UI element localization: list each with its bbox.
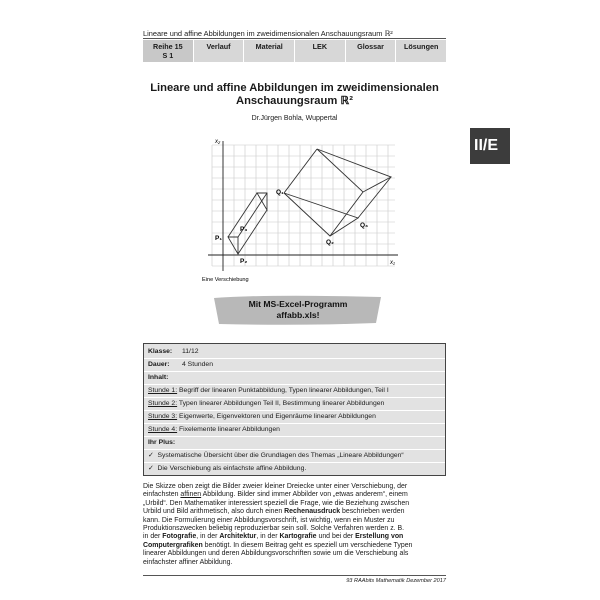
dauer-key: Dauer: (148, 361, 170, 368)
y-axis-label: x₂ (215, 139, 221, 145)
info-separator (144, 358, 445, 359)
nav-label: Verlauf (206, 42, 231, 51)
body-line: Die Skizze oben zeigt die Bilder zweier kleiner Dreiecke unter einer Verschiebung, der (143, 483, 408, 490)
banner-line-2: affabb.xls! (276, 310, 320, 320)
term-fotografie: Fotografie (162, 533, 197, 541)
banner-line-1: Mit MS-Excel-Programm (248, 299, 348, 309)
figure-caption: Eine Verschiebung (202, 277, 249, 283)
info-separator (144, 462, 445, 463)
term-affinen: affinen (180, 491, 202, 499)
nav-label: Reihe 15 (153, 42, 183, 51)
footer-rule (143, 575, 446, 576)
nav-label: Glossar (357, 42, 384, 51)
nav-verlauf[interactable] (194, 40, 245, 62)
nav-sub: S 1 (162, 51, 174, 60)
label-p2: P₂ (240, 258, 248, 265)
body-line: linearer Abbildungen und deren Abbildungsvorschriften sowie um die Verschiebung als (143, 550, 409, 558)
stunde-key: Stunde 3: (148, 413, 178, 420)
info-box (143, 343, 446, 476)
plus-key: Ihr Plus: (148, 439, 176, 446)
stunde-text: Typen linearer Abbildungen Teil II, Bestimmung linearer Abbildungen (178, 400, 385, 407)
figure-triangles (228, 149, 391, 254)
info-separator (144, 436, 445, 437)
info-klasse (148, 348, 199, 356)
stunde-text: Fixelemente linearer Abbildungen (179, 426, 280, 433)
footer: 93 RAAbits Mathematik Dezember 2017 (346, 578, 446, 584)
stunde-key: Stunde 4: (148, 426, 178, 433)
info-separator (144, 384, 445, 385)
excel-banner (210, 294, 385, 326)
label-q3: Q₃ (360, 222, 369, 229)
nav-bar (143, 40, 446, 62)
info-stunde-4 (148, 426, 280, 434)
plus-text: Die Verschiebung als einfachste affine Abbildung. (157, 465, 307, 472)
stunde-text: Eigenwerte, Eigenvektoren und Eigenräume linearer Abbildungen (179, 413, 376, 420)
plus-text: Systematische Übersicht über die Grundlagen des Themas „Lineare Abbildungen“ (157, 452, 404, 459)
side-tab: II/E (470, 128, 510, 164)
title-line-1: Lineare und affine Abbildungen im zweidimensionalen (150, 82, 439, 94)
body-line: Produktionszwecken beliebig reproduzierbar sein soll. Solche Verfahren werden z. B. (143, 525, 405, 533)
nav-loesungen[interactable] (396, 40, 446, 62)
nav-lek[interactable] (295, 40, 346, 62)
body-line: einfachsten affinen Abbildung. Bilder sind immer Abbilder von „etwas anderem“, einem (143, 491, 408, 499)
verschiebung-figure (200, 133, 405, 285)
body-line: Computergrafiken benötigt. In diesem Beitrag geht es speziell um verschiedene Typen (143, 541, 413, 549)
title-line-2: Anschauungsraum ℝ² (235, 95, 354, 107)
term-kartografie: Kartografie (279, 533, 317, 541)
info-separator (144, 397, 445, 398)
check-icon: ✓ (148, 465, 154, 472)
stunde-key: Stunde 2: (148, 400, 178, 407)
term-computergrafiken: Computergrafiken (143, 541, 203, 549)
nav-label: Lösungen (404, 42, 439, 51)
info-inhalt (148, 374, 182, 382)
body-line: einfachster affiner Abbildung. (143, 558, 233, 566)
nav-glossar[interactable] (346, 40, 397, 62)
nav-label: Material (255, 42, 283, 51)
info-separator (144, 371, 445, 372)
inhalt-key: Inhalt: (148, 374, 169, 381)
info-stunde-3 (148, 413, 376, 421)
page-title (143, 82, 446, 108)
stunde-text: Begriff der linearen Punktabbildung, Typen linearer Abbildungen, Teil I (179, 387, 389, 394)
body-line: kann. Die Formulierung einer Abbildungsvorschrift, ist wichtig, wenn ein Muster zu (143, 516, 395, 524)
label-q1: Q₁ (276, 189, 284, 196)
label-p3: P₃ (240, 226, 248, 233)
nav-label: LEK (312, 42, 328, 51)
term-rechenausdruck: Rechenausdruck (284, 508, 341, 516)
x-axis-label: x₁ (390, 260, 395, 266)
dauer-value: 4 Stunden (182, 361, 213, 368)
info-plus-item-1 (148, 452, 404, 460)
info-stunde-1 (148, 387, 389, 395)
nav-reihe[interactable] (143, 40, 194, 62)
term-erstellung: Erstellung von (355, 533, 404, 541)
klasse-key: Klasse: (148, 348, 173, 355)
header-rule (143, 38, 446, 39)
info-separator (144, 410, 445, 411)
info-dauer (148, 361, 213, 369)
info-separator (144, 423, 445, 424)
label-p1: P₁ (215, 235, 223, 242)
body-line: Urbild und Bild arithmetisch, also durch einen Rechenausdruck beschrieben werden (143, 508, 405, 516)
nav-material[interactable] (244, 40, 295, 62)
body-line: in der Fotografie, in der Architektur, in der Kartografie und bei der Erstellung von (143, 533, 404, 541)
info-separator (144, 449, 445, 450)
author: Dr.Jürgen Bohla, Wuppertal (251, 115, 338, 122)
info-plus (148, 439, 175, 447)
check-icon: ✓ (148, 452, 154, 459)
label-q2: Q₂ (326, 239, 334, 246)
klasse-value: 11/12 (182, 348, 199, 355)
stunde-key: Stunde 1: (148, 387, 178, 394)
info-plus-item-2 (148, 465, 306, 473)
header-topline: Lineare und affine Abbildungen im zweidimensionalen Anschauungsraum ℝ² (143, 29, 393, 38)
info-stunde-2 (148, 400, 384, 408)
term-architektur: Architektur (219, 533, 257, 541)
intro-paragraph (143, 483, 446, 567)
body-line: „Urbild“. Den Mathematiker interessiert speziell die Frage, wie die Beziehung zwischen (143, 499, 410, 507)
